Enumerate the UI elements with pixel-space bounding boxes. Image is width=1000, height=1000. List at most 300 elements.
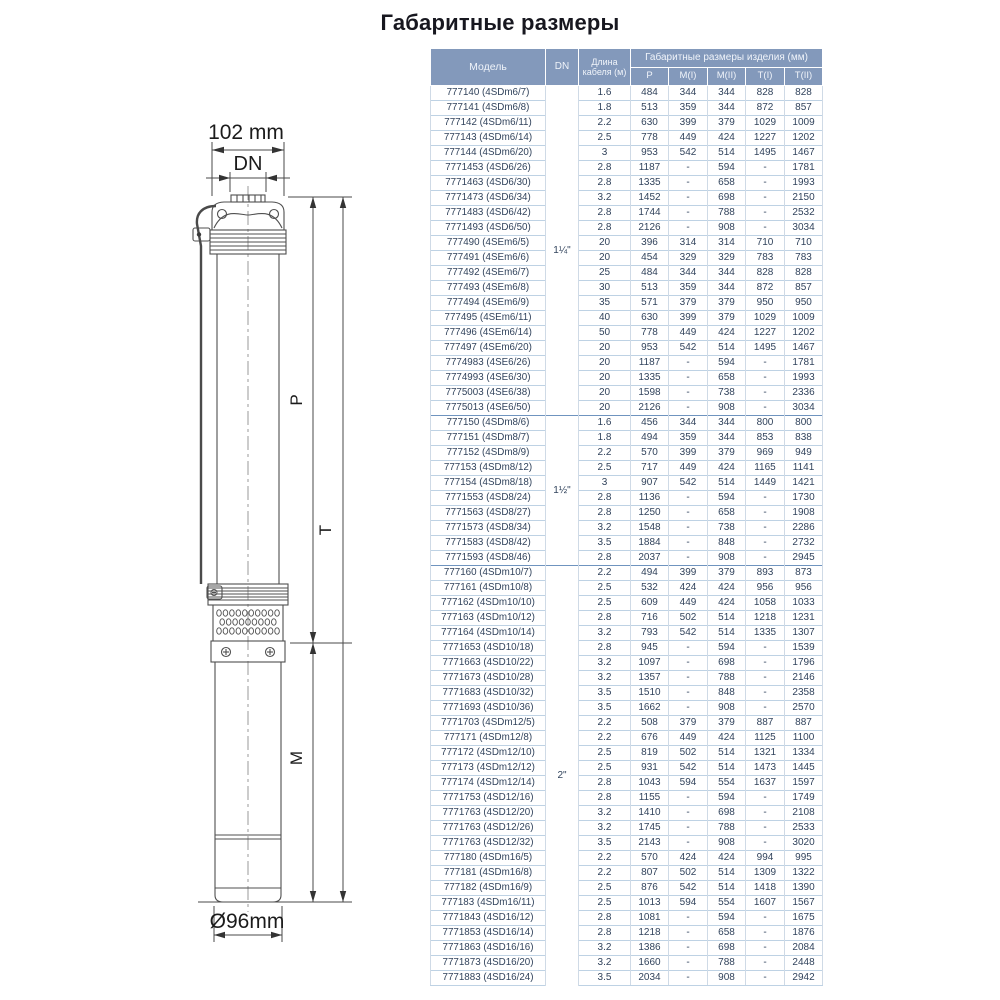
- cable-length-cell: 3.2: [579, 671, 631, 686]
- dimension-value-cell: 514: [708, 626, 746, 641]
- dimension-value-cell: -: [669, 536, 708, 551]
- table-row: [431, 86, 823, 101]
- dimension-value-cell: 738: [708, 521, 746, 536]
- dimension-value-cell: 570: [631, 446, 669, 461]
- dimension-value-cell: 449: [669, 596, 708, 611]
- table-row: [431, 431, 823, 446]
- dimension-value-cell: 2732: [785, 536, 823, 551]
- dimension-value-cell: 698: [708, 191, 746, 206]
- dimension-value-cell: -: [669, 671, 708, 686]
- table-row: [431, 761, 823, 776]
- dimension-value-cell: 2570: [785, 701, 823, 716]
- dimension-value-cell: 1227: [746, 326, 785, 341]
- dimension-value-cell: 908: [708, 221, 746, 236]
- dimension-value-cell: 502: [669, 611, 708, 626]
- dimension-value-cell: 344: [669, 86, 708, 101]
- table-row: [431, 956, 823, 971]
- dimension-value-cell: 514: [708, 476, 746, 491]
- column-header-t2: T(II): [785, 67, 823, 86]
- dimension-value-cell: 454: [631, 251, 669, 266]
- cable-length-cell: 1.6: [579, 416, 631, 431]
- model-cell: 7771663 (4SD10/22): [431, 656, 546, 671]
- table-row: [431, 356, 823, 371]
- model-cell: 7771593 (4SD8/46): [431, 551, 546, 566]
- cable-length-cell: 2.8: [579, 176, 631, 191]
- dimension-value-cell: 1539: [785, 641, 823, 656]
- dimension-value-cell: 778: [631, 131, 669, 146]
- dimension-value-cell: -: [746, 671, 785, 686]
- dimension-value-cell: 542: [669, 476, 708, 491]
- cable-length-cell: 3.2: [579, 521, 631, 536]
- table-row: [431, 221, 823, 236]
- dimension-value-cell: 828: [785, 86, 823, 101]
- table-row: [431, 806, 823, 821]
- dimension-value-cell: 379: [669, 296, 708, 311]
- cable-length-cell: 2.5: [579, 881, 631, 896]
- dimension-value-cell: -: [669, 686, 708, 701]
- dimension-value-cell: 1781: [785, 356, 823, 371]
- dimension-value-cell: 778: [631, 326, 669, 341]
- cable-length-cell: 2.8: [579, 161, 631, 176]
- dimension-value-cell: 594: [708, 791, 746, 806]
- model-cell: 7771683 (4SD10/32): [431, 686, 546, 701]
- cable-length-cell: 35: [579, 296, 631, 311]
- model-cell: 777143 (4SDm6/14): [431, 131, 546, 146]
- dimension-value-cell: -: [746, 701, 785, 716]
- model-cell: 777161 (4SDm10/8): [431, 581, 546, 596]
- table-row: [431, 341, 823, 356]
- cable-length-cell: 2.8: [579, 776, 631, 791]
- dimension-value-cell: 1884: [631, 536, 669, 551]
- table-row: [431, 581, 823, 596]
- page-title: Габаритные размеры: [380, 10, 620, 35]
- dimension-value-cell: 908: [708, 401, 746, 416]
- table-row: [431, 131, 823, 146]
- cable-length-cell: 3.2: [579, 656, 631, 671]
- dimension-value-cell: 379: [708, 311, 746, 326]
- table-header: [431, 49, 823, 86]
- model-cell: 7771653 (4SD10/18): [431, 641, 546, 656]
- dimension-value-cell: 1386: [631, 941, 669, 956]
- dimension-value-cell: 710: [785, 236, 823, 251]
- dimension-value-cell: 2358: [785, 686, 823, 701]
- table-row: [431, 911, 823, 926]
- dimension-value-cell: 379: [708, 116, 746, 131]
- model-cell: 7774983 (4SE6/26): [431, 356, 546, 371]
- dimension-value-cell: 1467: [785, 146, 823, 161]
- dimension-value-cell: 710: [746, 236, 785, 251]
- dimension-value-cell: 907: [631, 476, 669, 491]
- dimension-value-cell: 1796: [785, 656, 823, 671]
- table-row: [431, 326, 823, 341]
- dimension-value-cell: 1218: [631, 926, 669, 941]
- table-row: [431, 656, 823, 671]
- dimension-value-cell: 658: [708, 926, 746, 941]
- dimension-value-cell: 1033: [785, 596, 823, 611]
- dimension-value-cell: 1058: [746, 596, 785, 611]
- dimension-value-cell: 828: [746, 266, 785, 281]
- model-cell: 777150 (4SDm8/6): [431, 416, 546, 431]
- dimension-value-cell: 514: [708, 761, 746, 776]
- model-cell: 777144 (4SDm6/20): [431, 146, 546, 161]
- dimension-value-cell: -: [669, 821, 708, 836]
- model-cell: 7771863 (4SD16/16): [431, 941, 546, 956]
- power-cable: [193, 206, 222, 599]
- dimension-value-cell: 502: [669, 866, 708, 881]
- dimension-value-cell: -: [746, 956, 785, 971]
- dimension-value-cell: 1445: [785, 761, 823, 776]
- dimension-value-cell: 788: [708, 206, 746, 221]
- dimension-value-cell: 554: [708, 896, 746, 911]
- table-row: [431, 251, 823, 266]
- dimension-value-cell: -: [746, 551, 785, 566]
- dimension-value-cell: 424: [708, 461, 746, 476]
- model-cell: 7771763 (4SD12/20): [431, 806, 546, 821]
- table-row: [431, 671, 823, 686]
- dimension-value-cell: -: [746, 386, 785, 401]
- dimension-value-cell: 571: [631, 296, 669, 311]
- dimension-value-cell: 1013: [631, 896, 669, 911]
- dimension-value-cell: 399: [669, 446, 708, 461]
- table-row: [431, 821, 823, 836]
- dimension-label-dn: DN: [233, 153, 263, 175]
- cable-length-cell: 2.8: [579, 221, 631, 236]
- dimension-value-cell: -: [669, 791, 708, 806]
- table-row: [431, 416, 823, 431]
- dimension-label-p: P: [287, 394, 306, 406]
- dimension-value-cell: 1155: [631, 791, 669, 806]
- dimension-value-cell: 594: [708, 356, 746, 371]
- table-row: [431, 626, 823, 641]
- dimension-value-cell: 2037: [631, 551, 669, 566]
- dimension-value-cell: 2532: [785, 206, 823, 221]
- cable-length-cell: 3.5: [579, 836, 631, 851]
- dimension-value-cell: 1730: [785, 491, 823, 506]
- table-row: [431, 611, 823, 626]
- dimension-value-cell: -: [669, 656, 708, 671]
- model-cell: 777160 (4SDm10/7): [431, 566, 546, 581]
- dimension-value-cell: 344: [708, 431, 746, 446]
- dimension-value-cell: 594: [708, 911, 746, 926]
- dimension-value-cell: 838: [785, 431, 823, 446]
- dimension-value-cell: 570: [631, 851, 669, 866]
- cable-length-cell: 20: [579, 341, 631, 356]
- table-row: [431, 266, 823, 281]
- model-cell: 777490 (4SEm6/5): [431, 236, 546, 251]
- table-row: [431, 896, 823, 911]
- dimension-value-cell: 542: [669, 341, 708, 356]
- dimension-value-cell: 953: [631, 341, 669, 356]
- dimension-value-cell: 698: [708, 941, 746, 956]
- model-cell: 7775003 (4SE6/38): [431, 386, 546, 401]
- dimension-value-cell: 738: [708, 386, 746, 401]
- table-row: [431, 836, 823, 851]
- dimension-value-cell: -: [746, 791, 785, 806]
- model-cell: 777173 (4SDm12/12): [431, 761, 546, 776]
- dimension-value-cell: 344: [708, 281, 746, 296]
- dimension-value-cell: -: [746, 656, 785, 671]
- dimension-value-cell: 783: [785, 251, 823, 266]
- dimension-value-cell: -: [746, 371, 785, 386]
- dimension-value-cell: 449: [669, 461, 708, 476]
- model-cell: 7771853 (4SD16/14): [431, 926, 546, 941]
- dimension-value-cell: 2942: [785, 971, 823, 986]
- dimension-value-cell: -: [669, 176, 708, 191]
- cable-length-cell: 2.2: [579, 566, 631, 581]
- dimension-value-cell: 950: [746, 296, 785, 311]
- dimension-value-cell: 449: [669, 131, 708, 146]
- dimension-value-cell: 1597: [785, 776, 823, 791]
- cable-length-cell: 2.5: [579, 461, 631, 476]
- dimension-value-cell: 1473: [746, 761, 785, 776]
- model-cell: 7771693 (4SD10/36): [431, 701, 546, 716]
- table-body: [431, 86, 823, 986]
- dimension-value-cell: 1029: [746, 116, 785, 131]
- table-row: [431, 971, 823, 986]
- dimension-value-cell: 848: [708, 536, 746, 551]
- dimension-value-cell: 1495: [746, 146, 785, 161]
- dimension-value-cell: 1567: [785, 896, 823, 911]
- model-cell: 777174 (4SDm12/14): [431, 776, 546, 791]
- dimension-value-cell: 630: [631, 116, 669, 131]
- model-cell: 777493 (4SEm6/8): [431, 281, 546, 296]
- dimension-value-cell: -: [669, 551, 708, 566]
- dimension-value-cell: 2150: [785, 191, 823, 206]
- dimension-value-cell: 344: [669, 266, 708, 281]
- dimension-value-cell: -: [746, 521, 785, 536]
- table-row: [431, 161, 823, 176]
- dimension-value-cell: 399: [669, 116, 708, 131]
- pump-dimension-diagram: [0, 0, 430, 1000]
- table-row: [431, 716, 823, 731]
- dimension-value-cell: 1335: [746, 626, 785, 641]
- dimension-value-cell: 908: [708, 701, 746, 716]
- cable-length-cell: 2.5: [579, 746, 631, 761]
- dimension-value-cell: 424: [669, 851, 708, 866]
- table-row: [431, 491, 823, 506]
- dimension-value-cell: -: [746, 506, 785, 521]
- cable-length-cell: 2.5: [579, 896, 631, 911]
- dimension-value-cell: 449: [669, 731, 708, 746]
- dimension-value-cell: 542: [669, 146, 708, 161]
- dimension-value-cell: 793: [631, 626, 669, 641]
- dimension-value-cell: 484: [631, 86, 669, 101]
- dimension-value-cell: 783: [746, 251, 785, 266]
- dimension-value-cell: 857: [785, 101, 823, 116]
- dimension-value-cell: 484: [631, 266, 669, 281]
- dimension-value-cell: 379: [669, 716, 708, 731]
- dimension-value-cell: 542: [669, 881, 708, 896]
- dimensions-table: [430, 48, 823, 986]
- dimension-value-cell: 876: [631, 881, 669, 896]
- model-cell: 777494 (4SEm6/9): [431, 296, 546, 311]
- dimension-value-cell: 514: [708, 611, 746, 626]
- dimension-value-cell: 1993: [785, 371, 823, 386]
- dimension-value-cell: 514: [708, 146, 746, 161]
- table-row: [431, 401, 823, 416]
- dimension-value-cell: 1744: [631, 206, 669, 221]
- dimension-value-cell: 1660: [631, 956, 669, 971]
- dimension-value-cell: 2146: [785, 671, 823, 686]
- dimension-value-cell: 594: [669, 896, 708, 911]
- dimension-value-cell: 1125: [746, 731, 785, 746]
- cable-length-cell: 3.5: [579, 536, 631, 551]
- model-cell: 7771763 (4SD12/26): [431, 821, 546, 836]
- dimension-value-cell: 1187: [631, 356, 669, 371]
- dimension-value-cell: -: [669, 956, 708, 971]
- table-row: [431, 506, 823, 521]
- table-row: [431, 851, 823, 866]
- table-row: [431, 461, 823, 476]
- dimension-value-cell: 513: [631, 281, 669, 296]
- model-cell: 7771883 (4SD16/24): [431, 971, 546, 986]
- dimension-value-cell: -: [669, 926, 708, 941]
- dimension-value-cell: 329: [669, 251, 708, 266]
- dimension-value-cell: 594: [708, 491, 746, 506]
- dimension-value-cell: 1141: [785, 461, 823, 476]
- dimension-value-cell: 1321: [746, 746, 785, 761]
- model-cell: 777164 (4SDm10/14): [431, 626, 546, 641]
- dimension-value-cell: 1029: [746, 311, 785, 326]
- dimension-value-cell: 1510: [631, 686, 669, 701]
- dimension-value-cell: 424: [708, 131, 746, 146]
- dimension-value-cell: 717: [631, 461, 669, 476]
- dimension-value-cell: 494: [631, 431, 669, 446]
- model-cell: 7771473 (4SD6/34): [431, 191, 546, 206]
- dimension-value-cell: 828: [746, 86, 785, 101]
- model-cell: 7771493 (4SD6/50): [431, 221, 546, 236]
- cable-length-cell: 3: [579, 476, 631, 491]
- dimension-value-cell: 594: [708, 641, 746, 656]
- dimension-value-cell: 1908: [785, 506, 823, 521]
- cable-length-cell: 20: [579, 401, 631, 416]
- dimension-value-cell: 1495: [746, 341, 785, 356]
- dimension-value-cell: 1187: [631, 161, 669, 176]
- dimension-value-cell: 994: [746, 851, 785, 866]
- dimension-value-cell: 788: [708, 671, 746, 686]
- dimension-value-cell: 2084: [785, 941, 823, 956]
- dimension-value-cell: -: [669, 206, 708, 221]
- dimension-value-cell: -: [746, 971, 785, 986]
- dimension-value-cell: 1250: [631, 506, 669, 521]
- dimension-value-cell: 956: [746, 581, 785, 596]
- dimension-value-cell: 2034: [631, 971, 669, 986]
- model-cell: 7771703 (4SDm12/5): [431, 716, 546, 731]
- dimension-value-cell: 1009: [785, 116, 823, 131]
- model-cell: 777491 (4SEm6/6): [431, 251, 546, 266]
- model-cell: 7771763 (4SD12/32): [431, 836, 546, 851]
- dimension-value-cell: 819: [631, 746, 669, 761]
- table-row: [431, 146, 823, 161]
- column-header-overall-dimensions: Габаритные размеры изделия (мм): [631, 49, 823, 68]
- dn-group-cell: 2": [546, 566, 579, 986]
- dimension-value-cell: 424: [708, 731, 746, 746]
- dimension-value-cell: 2286: [785, 521, 823, 536]
- dimension-value-cell: 379: [708, 716, 746, 731]
- dimension-value-cell: -: [746, 926, 785, 941]
- dimension-value-cell: 314: [708, 236, 746, 251]
- dimension-value-cell: 1467: [785, 341, 823, 356]
- dimension-value-cell: 1202: [785, 326, 823, 341]
- cable-length-cell: 3.5: [579, 701, 631, 716]
- table-row: [431, 941, 823, 956]
- model-cell: 777152 (4SDm8/9): [431, 446, 546, 461]
- table-row: [431, 476, 823, 491]
- model-cell: 7771563 (4SD8/27): [431, 506, 546, 521]
- cable-length-cell: 2.8: [579, 611, 631, 626]
- table-row: [431, 101, 823, 116]
- table-row: [431, 641, 823, 656]
- dimension-value-cell: 1335: [631, 176, 669, 191]
- table-row: [431, 791, 823, 806]
- cable-length-cell: 2.8: [579, 551, 631, 566]
- dimension-value-cell: 514: [708, 881, 746, 896]
- dimension-value-cell: 1452: [631, 191, 669, 206]
- dimension-value-cell: 2945: [785, 551, 823, 566]
- dimension-value-cell: 873: [785, 566, 823, 581]
- dimension-value-cell: 449: [669, 326, 708, 341]
- column-header-dn: DN: [546, 49, 579, 86]
- dimension-value-cell: 359: [669, 281, 708, 296]
- model-cell: 777492 (4SEm6/7): [431, 266, 546, 281]
- dimension-value-cell: 1231: [785, 611, 823, 626]
- dimension-value-cell: 630: [631, 311, 669, 326]
- dimension-value-cell: -: [746, 911, 785, 926]
- dimension-label-diameter: Ø96mm: [209, 910, 285, 933]
- model-cell: 7771553 (4SD8/24): [431, 491, 546, 506]
- dimension-value-cell: 1662: [631, 701, 669, 716]
- dimension-value-cell: 594: [708, 161, 746, 176]
- dimension-value-cell: 953: [631, 146, 669, 161]
- table-row: [431, 926, 823, 941]
- cable-length-cell: 20: [579, 386, 631, 401]
- dimension-value-cell: -: [746, 536, 785, 551]
- dimension-value-cell: 788: [708, 821, 746, 836]
- dimension-value-cell: -: [669, 356, 708, 371]
- cable-length-cell: 2.8: [579, 491, 631, 506]
- table-row: [431, 686, 823, 701]
- table-row: [431, 701, 823, 716]
- column-header-m1: M(I): [669, 67, 708, 86]
- dimension-value-cell: 872: [746, 281, 785, 296]
- dimension-value-cell: 800: [746, 416, 785, 431]
- table-row: [431, 746, 823, 761]
- cable-length-cell: 3.2: [579, 956, 631, 971]
- dimension-value-cell: 344: [708, 101, 746, 116]
- table-row: [431, 371, 823, 386]
- dn-group-cell: 1¼": [546, 86, 579, 416]
- cable-length-cell: 20: [579, 356, 631, 371]
- dimension-value-cell: 494: [631, 566, 669, 581]
- cable-length-cell: 2.2: [579, 716, 631, 731]
- model-cell: 777163 (4SDm10/12): [431, 611, 546, 626]
- cable-length-cell: 2.8: [579, 641, 631, 656]
- dimension-value-cell: 908: [708, 971, 746, 986]
- dimension-value-cell: -: [746, 206, 785, 221]
- model-cell: 777140 (4SDm6/7): [431, 86, 546, 101]
- dimension-value-cell: 1410: [631, 806, 669, 821]
- dimension-value-cell: 344: [708, 416, 746, 431]
- dimension-value-cell: 424: [669, 581, 708, 596]
- model-cell: 7771453 (4SD6/26): [431, 161, 546, 176]
- dimension-value-cell: 949: [785, 446, 823, 461]
- dimension-value-cell: 1675: [785, 911, 823, 926]
- model-cell: 777142 (4SDm6/11): [431, 116, 546, 131]
- dimension-value-cell: -: [746, 176, 785, 191]
- dimension-value-cell: 1607: [746, 896, 785, 911]
- dimension-value-cell: 2126: [631, 221, 669, 236]
- cable-length-cell: 2.8: [579, 791, 631, 806]
